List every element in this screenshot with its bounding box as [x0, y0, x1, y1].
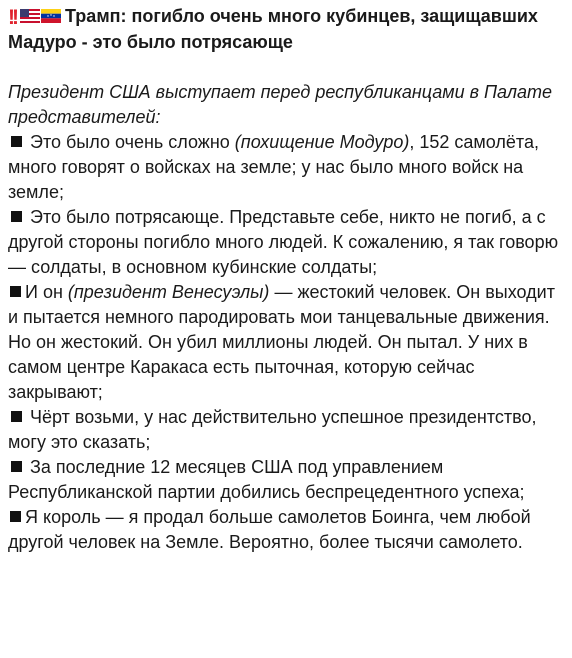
spacer — [8, 55, 564, 80]
bullet-text-tail: — жестокий человек. Он выходит и пытается немного пародировать мои танцевальные движения. Но он жестокий. Он убил миллионы людей. Он пытал. У них в самом центре Каракаса есть пыточная, которую сейчас закрывают; — [8, 282, 555, 402]
black-square-icon — [11, 211, 22, 222]
bullet-text: Это было очень сложно — [30, 132, 235, 152]
us-flag-icon — [20, 9, 40, 23]
bullet-text: И он — [25, 282, 68, 302]
bullet-note: (похищение Модуро) — [234, 132, 410, 152]
bullet-text: За последние 12 месяцев США под управлением Республиканской партии добились беспрецедентного успеха; — [8, 457, 525, 502]
venezuela-flag-icon — [41, 9, 61, 23]
black-square-icon — [11, 461, 22, 472]
bullet-text-tail: , 152 самолёта, много говорят о войсках на земле; у нас было много войск на земле; — [8, 132, 539, 202]
double-exclamation-icon: !! — [8, 6, 16, 29]
black-square-icon — [10, 286, 21, 297]
bullet-item — [8, 280, 564, 405]
bullet-item — [8, 405, 564, 455]
headline-text: Трамп: погибло очень много кубинцев, защищавших Мадуро - это было потрясающе — [8, 6, 538, 52]
bullet-text: Я король — я продал больше самолетов Боинга, чем любой другой человек на Земле. Вероятно, более тысячи самолето. — [8, 507, 531, 552]
bullet-item — [8, 130, 564, 205]
black-square-icon — [11, 411, 22, 422]
bullet-item — [8, 205, 564, 280]
intro-line: Президент США выступает перед республиканцами в Палате представителей: — [8, 82, 553, 127]
bullet-note: (президент Венесуэлы) — [67, 282, 270, 302]
bullet-item — [8, 505, 564, 555]
bullet-text: Это было потрясающе. Представьте себе, никто не погиб, а с другой стороны погибло много людей. К сожалению, я так говорю — солдаты, в основном кубинские солдаты; — [8, 207, 559, 277]
black-square-icon — [11, 136, 22, 147]
headline — [8, 4, 564, 55]
black-square-icon — [10, 511, 21, 522]
bullet-text: Чёрт возьми, у нас действительно успешное президентство, могу это сказать; — [8, 407, 537, 452]
bullet-item — [8, 455, 564, 505]
